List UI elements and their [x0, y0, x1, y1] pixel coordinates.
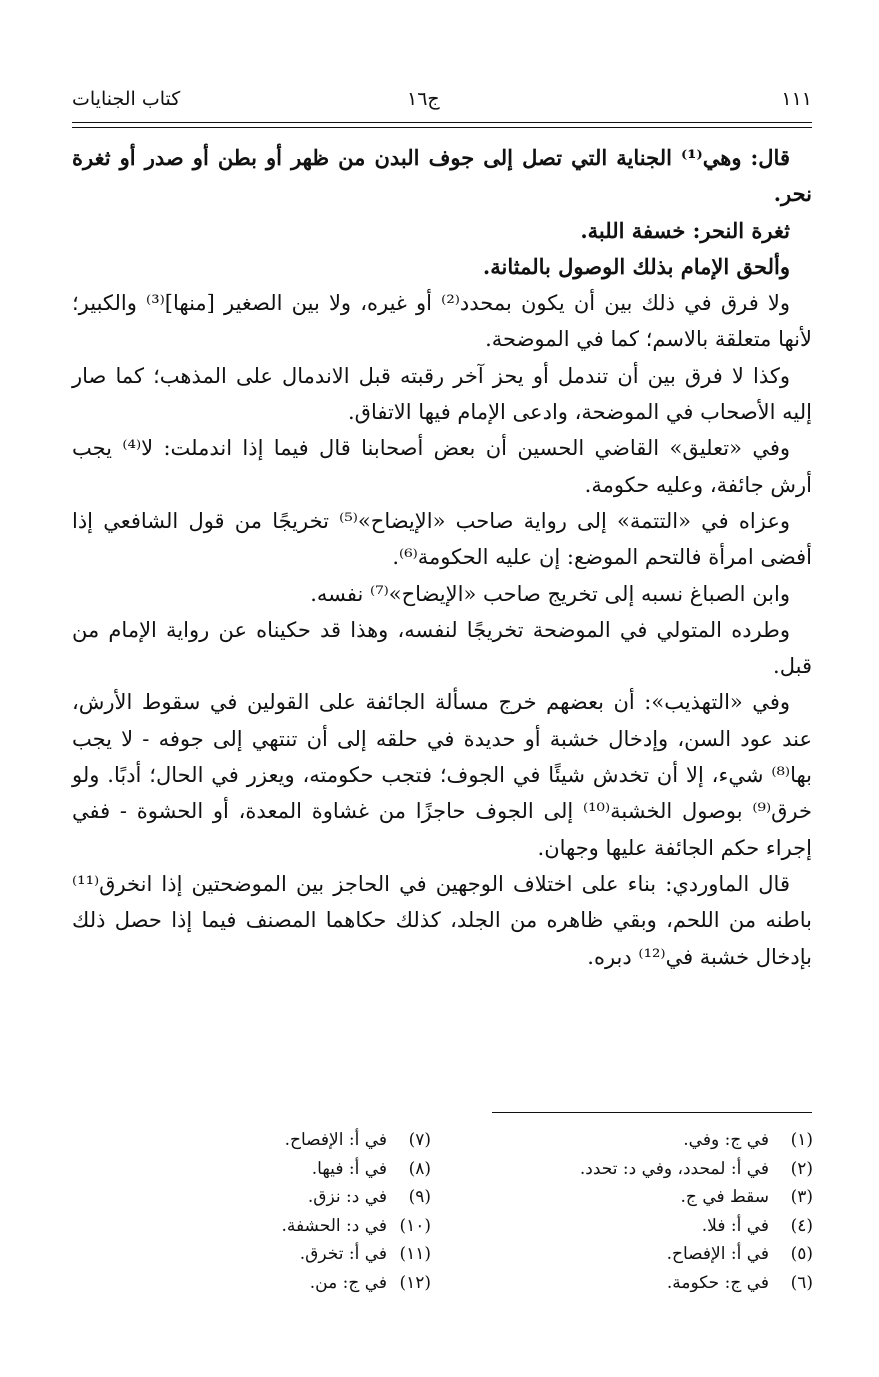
footnote-text: في د: نزق.	[307, 1187, 387, 1207]
footnote-text: في ج: وفي.	[683, 1130, 769, 1150]
footnote-text: في أ: فيها.	[311, 1158, 387, 1179]
paragraph: وألحق الإمام بذلك الوصول بالمثانة.	[482, 253, 790, 279]
footnote	[171, 1126, 431, 1155]
page-number: ١١١	[781, 88, 812, 110]
footnotes-left-column	[171, 1126, 431, 1297]
footnote-text: في ج: من.	[309, 1272, 387, 1293]
footnote-text: في أ: فلا.	[701, 1215, 769, 1236]
footnote-text: في أ: الإفصاح.	[666, 1244, 769, 1264]
header-rule-thin	[72, 127, 812, 128]
footnote-text: في أ: الإفصاح.	[284, 1130, 387, 1150]
footnote-number: (٣)	[790, 1187, 813, 1207]
paragraph: ثغرة النحر: خسفة اللبة.	[580, 217, 790, 243]
footnote-number: (١٢)	[399, 1272, 431, 1293]
footnote-text: سقط في ج.	[680, 1187, 769, 1207]
footnote	[493, 1269, 813, 1298]
footnote	[493, 1240, 813, 1269]
footnote-text: في ج: حكومة.	[666, 1272, 769, 1293]
footnote	[493, 1212, 813, 1241]
footnote-separator	[492, 1112, 812, 1113]
footnote-number: (١)	[790, 1130, 813, 1150]
paragraph: قال: وهي⁽¹⁾ الجناية التي تصل إلى جوف البدن من ظهر أو بطن أو صدر أو ثغرة نحر.	[72, 145, 812, 207]
footnote-text: في أ: تخرق.	[299, 1244, 387, 1264]
footnote-number: (١١)	[399, 1244, 431, 1264]
footnote	[493, 1155, 813, 1184]
paragraph: وفي «تعليق» القاضي الحسين أن بعض أصحابنا قال فيما إذا اندملت: لا⁽⁴⁾ يجب أرش جائفة، وعليه حكومة.	[72, 436, 812, 497]
footnote	[171, 1183, 431, 1212]
main-text	[72, 140, 812, 975]
footnote-number: (٥)	[790, 1244, 813, 1264]
footnote-number: (٩)	[408, 1187, 431, 1207]
footnote	[171, 1240, 431, 1269]
footnote	[171, 1155, 431, 1184]
header-rule-thick	[72, 122, 812, 123]
paragraph: وعزاه في «التتمة» إلى رواية صاحب «الإيضاح»⁽⁵⁾ تخريجًا من قول الشافعي إذا أفضى امرأة فالتحم الموضع: إن عليه الحكومة⁽⁶⁾.	[72, 508, 812, 570]
paragraph: قال الماوردي: بناء على اختلاف الوجهين في الحاجز بين الموضحتين إذا انخرق⁽¹¹⁾ باطنه من اللحم، وبقي ظاهره من الجلد، كذلك حكاهما المصنف فيما إذا حصل ذلك بإدخال خشبة في⁽¹²⁾ دبره.	[72, 871, 812, 969]
footnote-text: في أ: لمحدد، وفي د: تحدد.	[579, 1158, 769, 1179]
footnote-number: (٢)	[790, 1158, 813, 1179]
footnotes-right-column	[493, 1126, 813, 1297]
paragraph: وكذا لا فرق بين أن تندمل أو يحز آخر رقبته قبل الاندمال على المذهب؛ كما صار إليه الأصحاب في الموضحة، وادعى الإمام فيها الاتفاق.	[72, 363, 812, 425]
footnote-number: (١٠)	[399, 1215, 431, 1236]
paragraph: وابن الصباغ نسبه إلى تخريج صاحب «الإيضاح»⁽⁷⁾ نفسه.	[310, 581, 790, 606]
footnote-number: (٧)	[408, 1130, 431, 1150]
footnote-number: (٤)	[790, 1215, 813, 1236]
footnote	[493, 1126, 813, 1155]
book-title: كتاب الجنايات	[72, 88, 181, 110]
volume-label: ج١٦	[407, 88, 440, 110]
footnote	[171, 1269, 431, 1298]
footnote	[493, 1183, 813, 1212]
footnote	[171, 1212, 431, 1241]
footnote-number: (٦)	[790, 1272, 813, 1293]
footnote-number: (٨)	[408, 1158, 431, 1179]
page-header	[72, 84, 812, 118]
paragraph: وطرده المتولي في الموضحة تخريجًا لنفسه، وهذا قد حكيناه عن رواية الإمام من قبل.	[72, 617, 812, 679]
footnote-text: في د: الحشفة.	[281, 1215, 387, 1236]
paragraph: ولا فرق في ذلك بين أن يكون بمحدد⁽²⁾ أو غيره، ولا بين الصغير [منها]⁽³⁾ والكبير؛ لأنها متعلقة بالاسم؛ كما في الموضحة.	[72, 291, 812, 352]
paragraph: وفي «التهذيب»: أن بعضهم خرج مسألة الجائفة على القولين في سقوط الأرش، عند عود السن، وإدخال خشبة أو حديدة في حلقه إلى أن تنتهي إلى جوفه - لا يجب بها⁽⁸⁾ شيء، إلا أن تخدش شيئًا في الجوف؛ فتجب حكومته، ويعزر في الحال؛ أدبًا. ولو خرق⁽⁹⁾ بوصول الخشبة⁽¹⁰⁾ إلى الجوف حاجزًا من غشاوة المعدة، أو الحشوة - ففي إجراء حكم الجائفة عليها وجهان.	[72, 690, 812, 860]
